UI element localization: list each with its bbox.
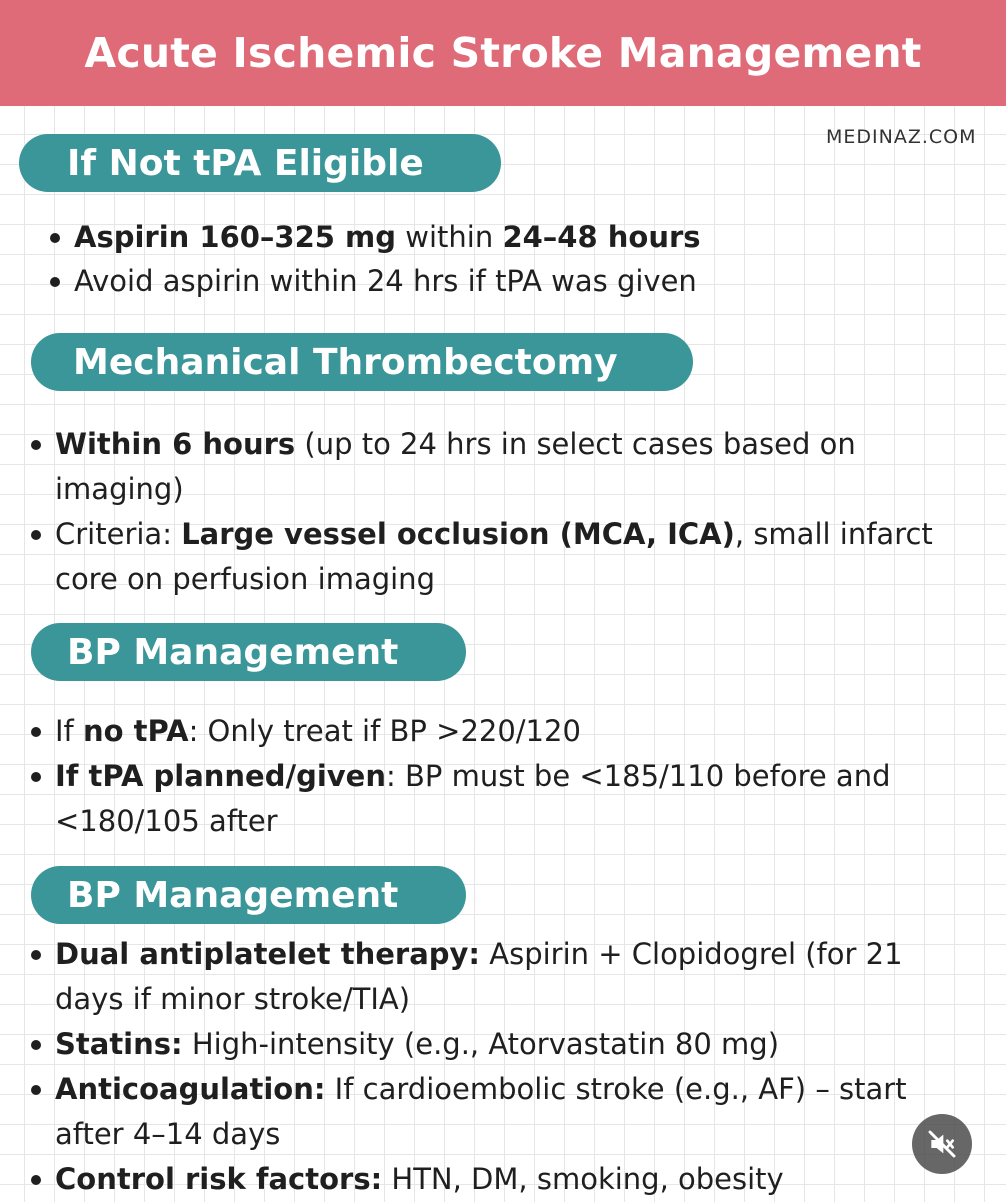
list-secondary-prevention (29, 932, 959, 1202)
list-bp-management (29, 709, 959, 844)
list-item: If tPA planned/given: BP must be <185/110 before and <180/105 after (29, 754, 959, 844)
bold-text: Dual antiplatelet therapy: (55, 937, 481, 971)
section-heading-mechanical-thrombectomy: Mechanical Thrombectomy (31, 333, 693, 391)
brand-watermark: MEDINAZ.COM (826, 126, 977, 148)
list-item: Within 6 hours (up to 24 hrs in select cases based on imaging) (29, 422, 959, 512)
bold-text: Anticoagulation: (55, 1072, 326, 1106)
bold-text: no tPA (82, 714, 189, 748)
section-heading-bp-management: BP Management (31, 623, 466, 681)
list-item: Criteria: Large vessel occlusion (MCA, ICA), small infarct core on perfusion imaging (29, 512, 959, 602)
list-item: Anticoagulation: If cardioembolic stroke (e.g., AF) – start after 4–14 days (29, 1067, 959, 1157)
list-item: Dual antiplatelet therapy: Aspirin + Clopidogrel (for 21 days if minor stroke/TIA) (29, 932, 959, 1022)
bold-text: Control risk factors: (55, 1162, 383, 1196)
list-not-tpa-eligible (48, 215, 978, 303)
bold-text: 24–48 hours (502, 220, 701, 254)
section-heading-bp-management-2: BP Management (31, 866, 466, 924)
page-title: Acute Ischemic Stroke Management (84, 29, 922, 77)
list-item: Statins: High-intensity (e.g., Atorvastatin 80 mg) (29, 1022, 959, 1067)
mute-button[interactable] (912, 1114, 972, 1174)
section-heading-not-tpa-eligible: If Not tPA Eligible (19, 134, 501, 192)
bold-text: Large vessel occlusion (MCA, ICA) (181, 517, 735, 551)
bold-text: If tPA planned/given (55, 759, 386, 793)
bold-text: Statins: (55, 1027, 183, 1061)
bold-text: Aspirin 160–325 mg (74, 220, 397, 254)
list-item: If no tPA: Only treat if BP >220/120 (29, 709, 959, 754)
list-item: Aspirin 160–325 mg within 24–48 hours (48, 215, 978, 259)
volume-muted-icon (926, 1128, 958, 1160)
header-banner (0, 0, 1006, 106)
bold-text: Within 6 hours (55, 427, 296, 461)
list-item: Avoid aspirin within 24 hrs if tPA was given (48, 259, 978, 303)
list-item: Control risk factors: HTN, DM, smoking, obesity (29, 1157, 959, 1202)
list-mechanical-thrombectomy (29, 422, 959, 602)
